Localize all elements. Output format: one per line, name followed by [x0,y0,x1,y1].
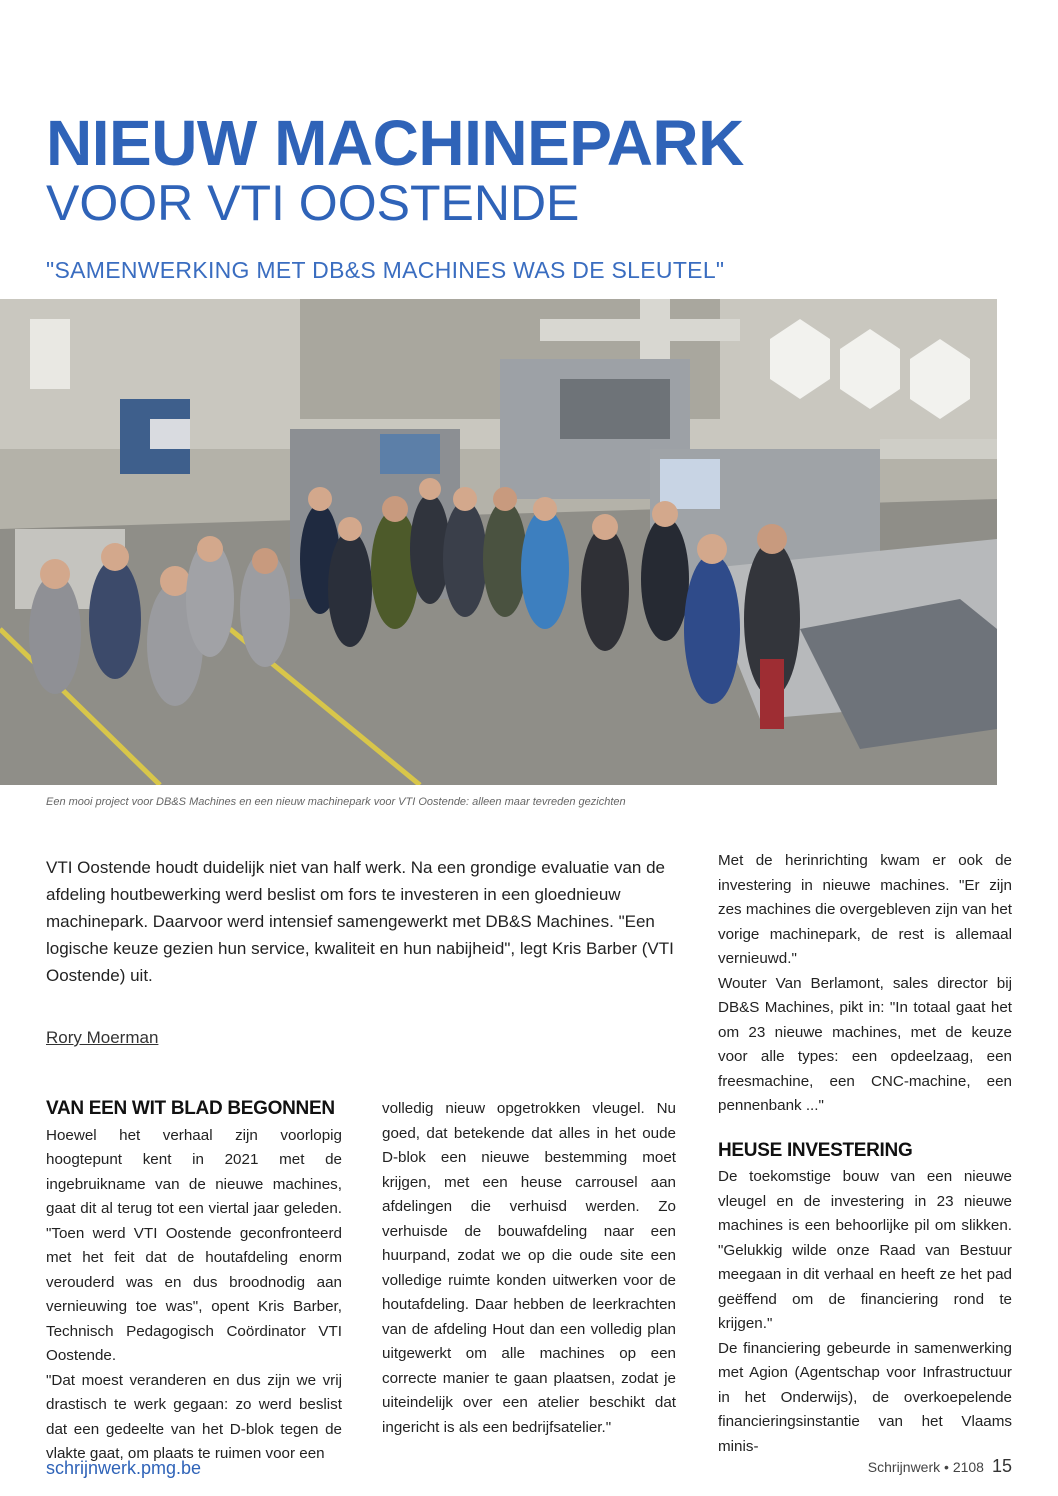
workshop-illustration [0,299,997,785]
column-1 [46,1097,342,1467]
photo-caption: Een mooi project voor DB&S Machines en een nieuw machinepark voor VTI Oostende: alleen maar tevreden gezichten [46,796,626,808]
subtitle: "SAMENWERKING MET DB&S MACHINES WAS DE SLEUTEL" [46,257,725,283]
magazine-issue: Schrijnwerk • 2108 [867,1459,984,1475]
section-heading-investering: HEUSE INVESTERING [718,1139,913,1161]
page-number: 15 [991,1456,1012,1476]
paragraph: "Dat moest veranderen en dus zijn we vrij drastisch te werk gegaan: zo werd beslist dat een gedeelte van het D-blok tegen de vlakte gaat, om plaats te ruimen voor een [46,1371,342,1462]
footer-magazine [868,1456,1012,1477]
paragraph: Hoewel het verhaal zijn voorlopig hoogtepunt kent in 2021 met de ingebruikname van de nieuwe machines, gaat dit al terug tot een viertal jaar geleden. "Toen werd VTI Oostende geconfronteerd met het feit dat de houtafdeling enorm verouderd was en dus broodnodig aan vernieuwing toe was", opent Kris Barber, Technisch Pedagogisch Coördinator VTI Oostende. [46,1126,342,1364]
column-3 [718,849,1012,1459]
paragraph: De toekomstige bouw van een nieuwe vleugel en de investering in 23 nieuwe machines is een behoorlijke pil om slikken. "Gelukkig wilde onze Raad van Bestuur meegaan in dit verhaal en heeft ze het pad geëffend om de financiering rond te krijgen." [718,1168,1012,1332]
paragraph: De financiering gebeurde in samenwerking met Agion (Agentschap voor Infrastructuur in het Onderwijs), de overkoepelende financieringsinstantie van het Vlaams minis- [718,1339,1012,1455]
group-photo [0,299,997,785]
lead-paragraph: VTI Oostende houdt duidelijk niet van half werk. Na een grondige evaluatie van de afdeling houtbewerking werd beslist om fors te investeren in een gloednieuw machinepark. Daarvoor werd intensief samengewerkt met DB&S Machines. "Een logische keuze gezien hun service, kwaliteit en hun nabijheid", legt Kris Barber (VTI Oostende) uit. [46,858,674,985]
title-line-1: NIEUW MACHINEPARK [46,107,744,179]
title-line-2: VOOR VTI OOSTENDE [46,175,580,231]
paragraph: Wouter Van Berlamont, sales director bij DB&S Machines, pikt in: "In totaal gaat het om 23 nieuwe machines, met de keuze voor alle types: een opdeelzaag, een freesmachine, een CNC-machine, een pennenbank ..." [718,974,1012,1114]
paragraph: Met de herinrichting kwam er ook de investering in nieuwe machines. "Er zijn zes machines die overgebleven zijn van het vorige machinepark, de rest is allemaal vernieuwd." [718,852,1012,967]
section-heading-begonnen: VAN EEN WIT BLAD BEGONNEN [46,1098,335,1119]
author-byline: Rory Moerman [46,1028,159,1047]
footer-website-link[interactable]: schrijnwerk.pmg.be [46,1458,202,1478]
paragraph: volledig nieuw opgetrokken vleugel. Nu goed, dat betekende dat alles in het oude D-blok een nieuwe bestemming moet krijgen, met een heuse carrousel aan afdelingen die verhuisd werden. Zo verhuisde de bouwafdeling naar een huurpand, zodat we op die oude site een volledige ruimte konden uitwerken voor de houtafdeling. Daar hebben de leerkrachten van de afdeling Hout dan een volledig plan uitgewerkt om alle machines op een correcte manier te gaan plaatsen, zodat je uiteindelijk over een atelier beschikt dat ingericht is als een bedrijfsatelier." [382,1100,676,1436]
column-2 [382,1097,676,1440]
